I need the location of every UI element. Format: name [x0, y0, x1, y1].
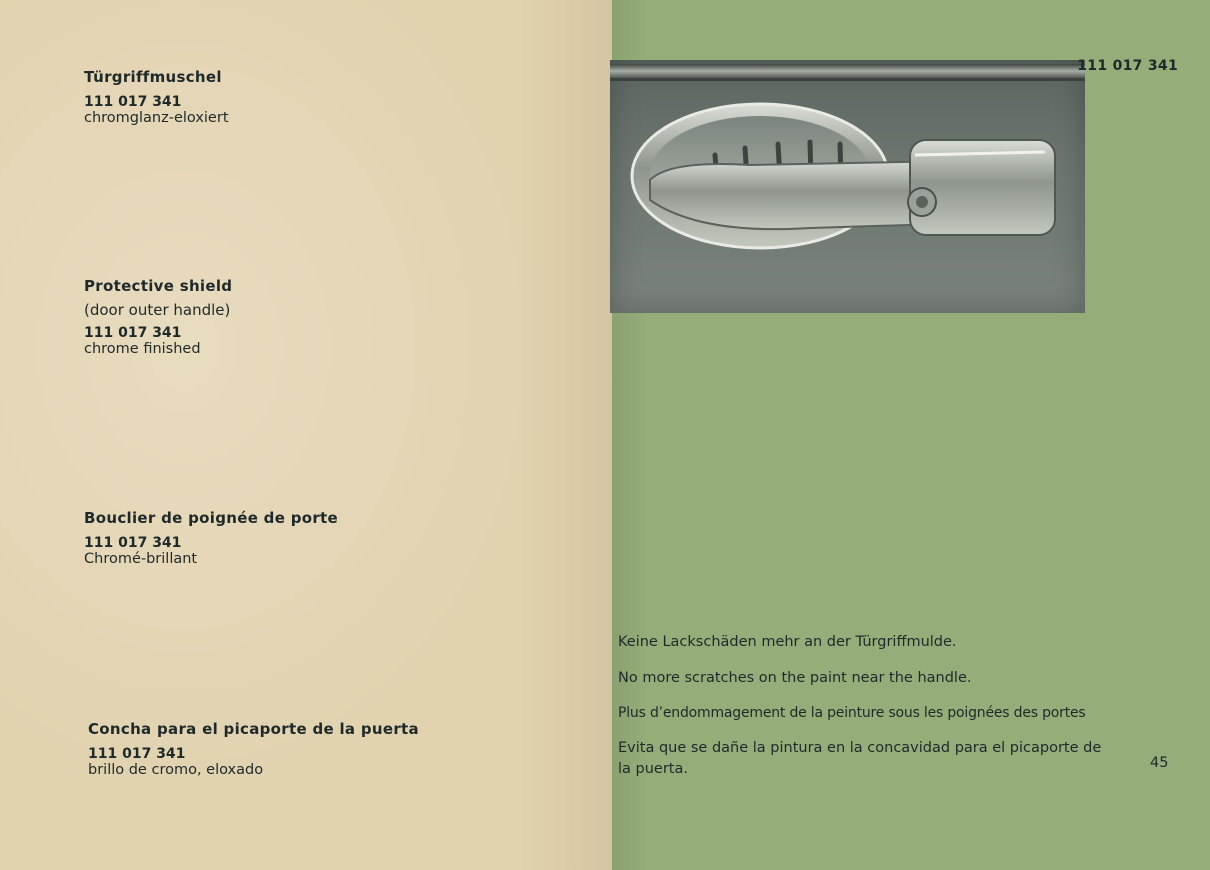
- entry-title: Türgriffmuschel: [84, 68, 222, 86]
- finish-description: Chromé-brillant: [84, 551, 198, 567]
- entry-german: [84, 68, 229, 126]
- entry-title: Concha para el picaporte de la puerta: [88, 720, 419, 738]
- door-handle-photo: [610, 60, 1085, 313]
- entry-spanish: [88, 720, 419, 778]
- part-number: 111 017 341: [84, 325, 182, 341]
- description-english: No more scratches on the paint near the handle.: [618, 670, 972, 686]
- finish-description: chrome finished: [84, 341, 201, 357]
- part-number: 111 017 341: [84, 535, 182, 551]
- finish-description: brillo de cromo, eloxado: [88, 762, 264, 778]
- description-german: Keine Lackschäden mehr an der Türgriffmulde.: [618, 634, 957, 650]
- entry-french: [84, 509, 338, 567]
- description-spanish: Evita que se dañe la pintura en la concavidad para el picaporte de la puerta.: [618, 740, 1102, 777]
- entry-english: [84, 277, 232, 357]
- entry-title: Bouclier de poignée de porte: [84, 509, 339, 527]
- part-number: 111 017 341: [84, 94, 182, 110]
- description-french: Plus d’endommagement de la peinture sous les poignées des portes: [618, 705, 1086, 721]
- entry-subtitle: (door outer handle): [84, 301, 231, 319]
- finish-description: chromglanz-eloxiert: [84, 110, 229, 126]
- page-number: 45: [1150, 755, 1169, 771]
- entry-title: Protective shield: [84, 277, 233, 295]
- part-number: 111 017 341: [88, 746, 186, 762]
- photo-part-number: 111 017 341: [1077, 58, 1178, 74]
